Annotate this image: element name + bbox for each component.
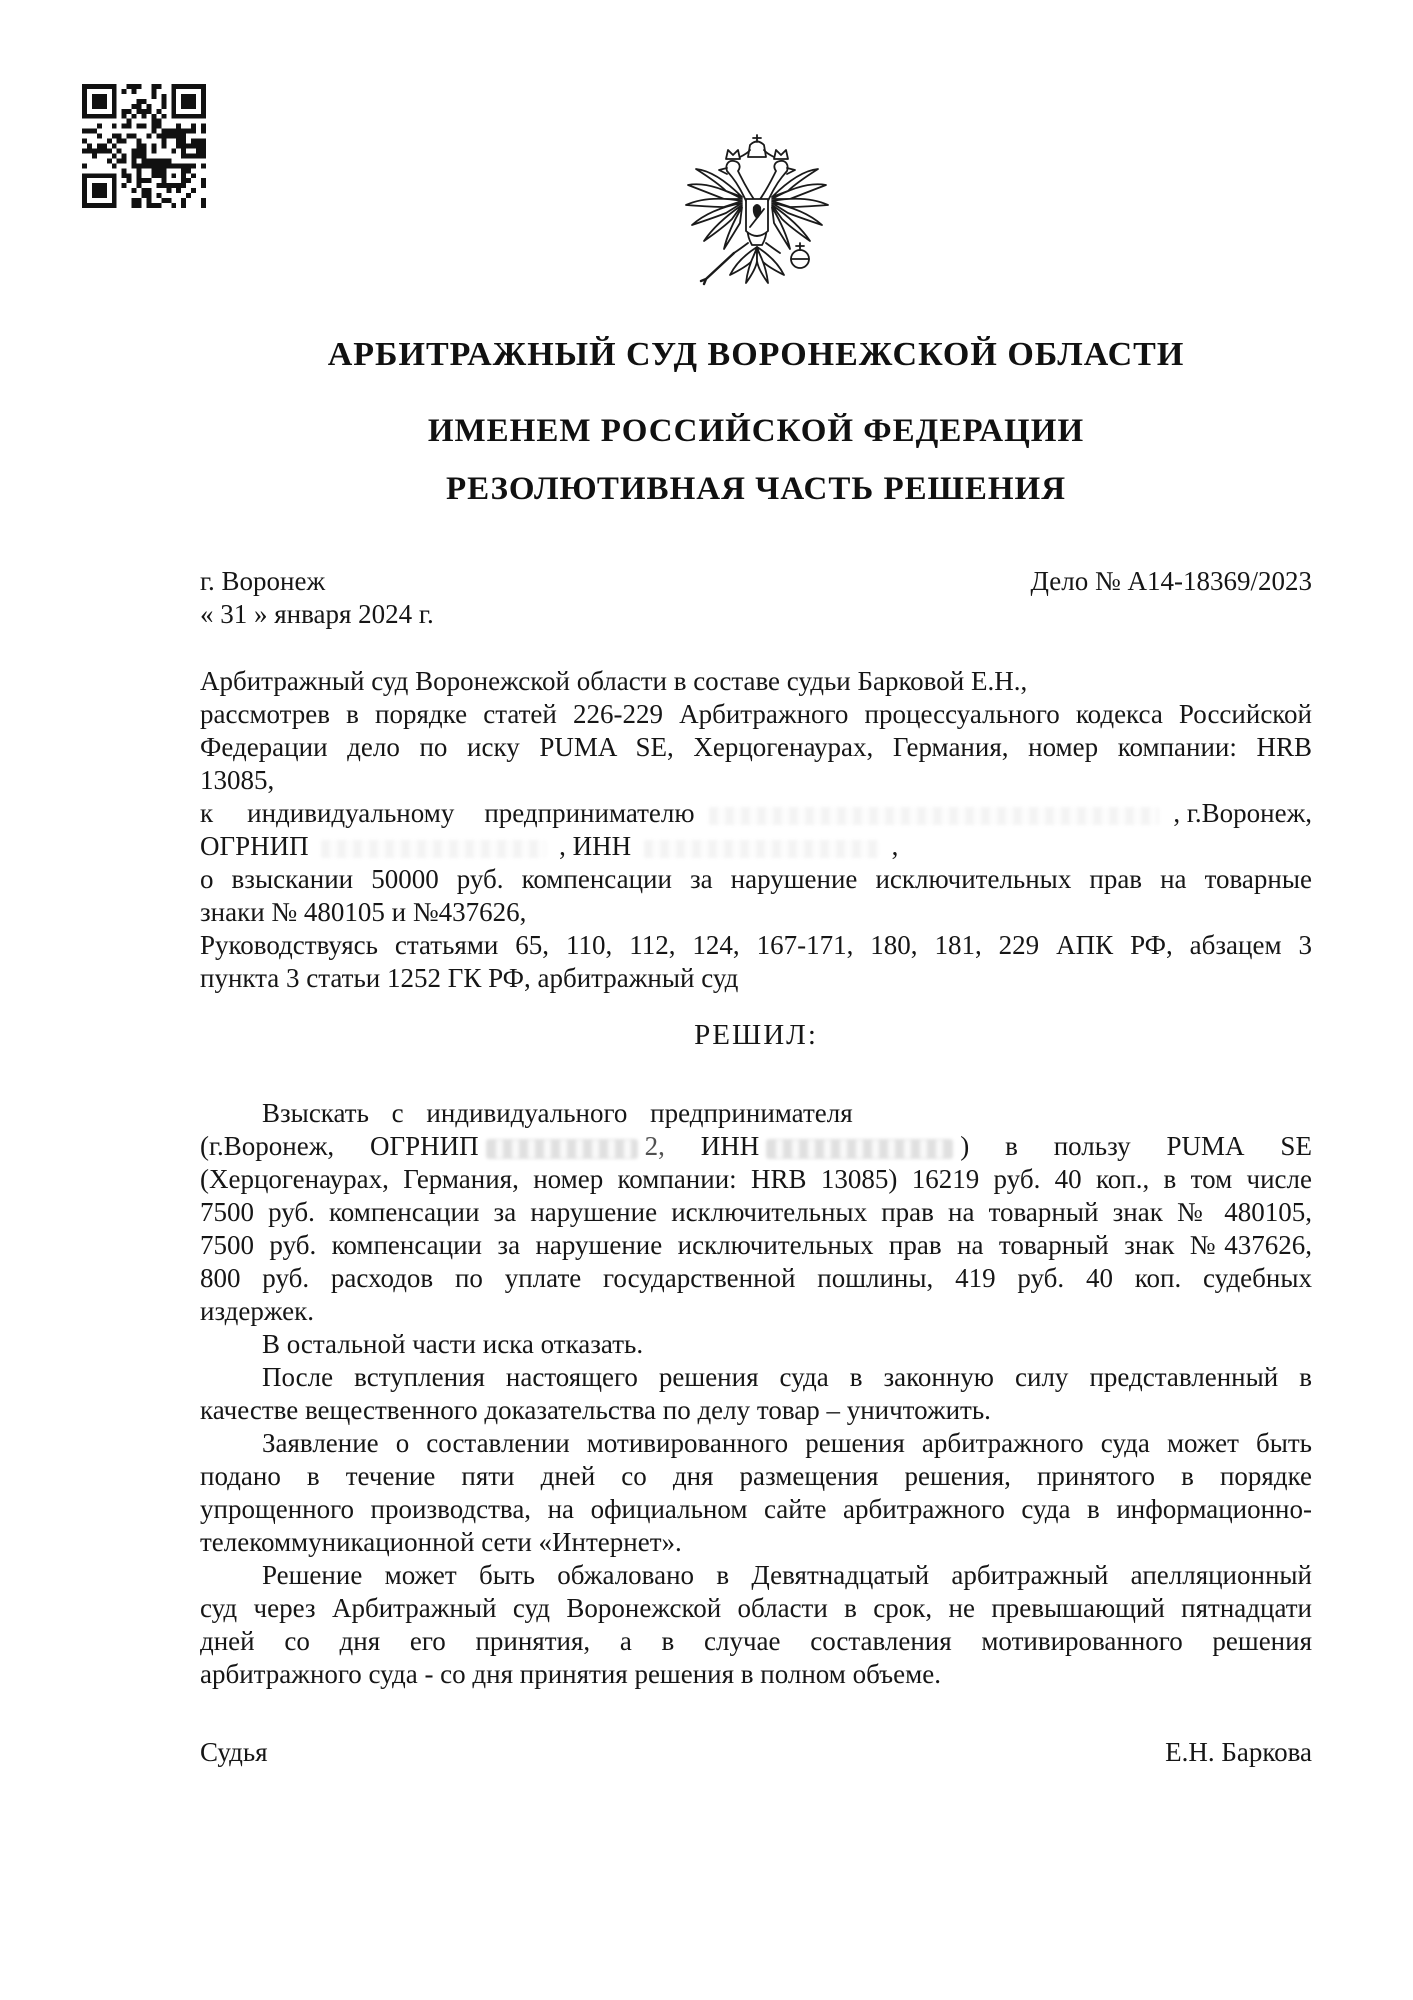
decree-word: в	[1005, 1131, 1018, 1161]
signature-row	[200, 1737, 1312, 1768]
text-line: Решение может быть обжаловано в Девятнадцатый арбитражный апелляционный	[262, 1560, 1312, 1590]
party-word: индивидуальному	[247, 798, 455, 828]
document-type-heading: РЕЗОЛЮТИВНАЯ ЧАСТЬ РЕШЕНИЯ	[445, 471, 1067, 507]
city-label: г. Воронеж	[200, 566, 326, 596]
intro-paragraph	[200, 665, 1312, 995]
text-line: 13085,	[200, 765, 275, 795]
decree-party-details-line	[200, 1130, 1312, 1163]
party-word: к	[200, 798, 214, 828]
text-line: арбитражного суда - со дня принятия решения в полном объеме.	[200, 1659, 941, 1689]
judge-label: Судья	[200, 1737, 268, 1767]
resolved-heading: РЕШИЛ:	[694, 1019, 818, 1051]
text-line: дней со дня его принятия, а в случае составления мотивированного решения	[200, 1626, 1312, 1656]
date-line: « 31 » января 2024 г.	[200, 599, 434, 629]
text-line: телекоммуникационной сети «Интернет».	[200, 1527, 682, 1557]
city-case-row	[200, 565, 1312, 598]
redacted-inn-value	[767, 1140, 952, 1158]
plaintiff-name-suffix: SE	[1280, 1131, 1312, 1161]
redacted-inn	[644, 840, 879, 858]
text-line: знаки № 480105 и №437626,	[200, 897, 527, 927]
party-city: , г.Воронеж,	[1173, 798, 1312, 828]
ogrnip-inn-line	[200, 830, 1312, 863]
text-line: пункта 3 статьи 1252 ГК РФ, арбитражный суд	[200, 963, 739, 993]
decree-first-line: Взыскать с индивидуального предпринимателя	[262, 1098, 853, 1128]
text-line: 7500 руб. компенсации за нарушение исключительных прав на товарный знак №437626,	[200, 1230, 1312, 1260]
ogrnip-label: ОГРНИП	[200, 831, 309, 861]
decree-inn: ИНН )	[700, 1131, 970, 1161]
decree-ogrnip: ОГРНИП 2,	[369, 1131, 665, 1161]
text-line: В остальной части иска отказать.	[262, 1329, 644, 1359]
case-number: Дело № А14-18369/2023	[1030, 566, 1312, 596]
text-line: (Херцогенаурах, Германия, номер компании: HRB 13085) 16219 руб. 40 коп., в том числе	[200, 1164, 1312, 1194]
judge-name: Е.Н. Баркова	[1165, 1737, 1312, 1767]
party-word: предпринимателю	[484, 798, 695, 828]
text-line: 7500 руб. компенсации за нарушение исключительных прав на товарный знак № 480105,	[200, 1197, 1312, 1227]
plaintiff-name: PUMA	[1166, 1131, 1245, 1161]
text-line: о взыскании 50000 руб. компенсации за нарушение исключительных прав на товарные	[200, 864, 1312, 894]
text-line: упрощенного производства, на официальном сайте арбитражного суда в информационно-	[200, 1494, 1312, 1524]
line-tail: ,	[891, 831, 899, 861]
redacted-ogrnip-value	[487, 1140, 637, 1158]
text-line: Федерации дело по иску PUMA SE, Херцогенаурах, Германия, номер компании: HRB	[200, 732, 1312, 762]
text-line: подано в течение пяти дней со дня размещения решения, принятого в порядке	[200, 1461, 1312, 1491]
text-line: Заявление о составлении мотивированного решения арбитражного суда может быть	[262, 1428, 1312, 1458]
text-line: рассмотрев в порядке статей 226-229 Арбитражного процессуального кодекса Российской	[200, 699, 1312, 729]
inn-label: , ИНН	[559, 831, 632, 861]
redacted-name	[709, 807, 1160, 825]
decree-city: (г.Воронеж,	[200, 1131, 335, 1161]
text-line: Руководствуясь статьями 65, 110, 112, 124, 167-171, 180, 181, 229 АПК РФ, абзацем 3	[200, 930, 1312, 960]
date-case-block	[200, 565, 1312, 631]
russian-coat-of-arms-icon	[682, 134, 832, 296]
qr-code-icon	[82, 84, 206, 208]
text-line: После вступления настоящего решения суда в законную силу представленный в	[262, 1362, 1312, 1392]
text-line: суд через Арбитражный суд Воронежской области в срок, не превышающий пятнадцати	[200, 1593, 1312, 1623]
text-line: качестве вещественного доказательства по делу товар – уничтожить.	[200, 1395, 991, 1425]
in-the-name-heading: ИМЕНЕМ РОССИЙСКОЙ ФЕДЕРАЦИИ	[427, 413, 1085, 449]
text-line: издержек.	[200, 1296, 314, 1326]
text-line: 800 руб. расходов по уплате государственной пошлины, 419 руб. 40 коп. судебных	[200, 1263, 1312, 1293]
decree-word: пользу	[1053, 1131, 1131, 1161]
court-name-heading: АРБИТРАЖНЫЙ СУД ВОРОНЕЖСКОЙ ОБЛАСТИ	[327, 336, 1185, 373]
redacted-ogrnip	[321, 840, 546, 858]
party-line	[200, 797, 1312, 830]
text-line: Арбитражный суд Воронежской области в составе судьи Барковой Е.Н.,	[200, 666, 1028, 696]
resolution-paragraph	[200, 1097, 1312, 1691]
